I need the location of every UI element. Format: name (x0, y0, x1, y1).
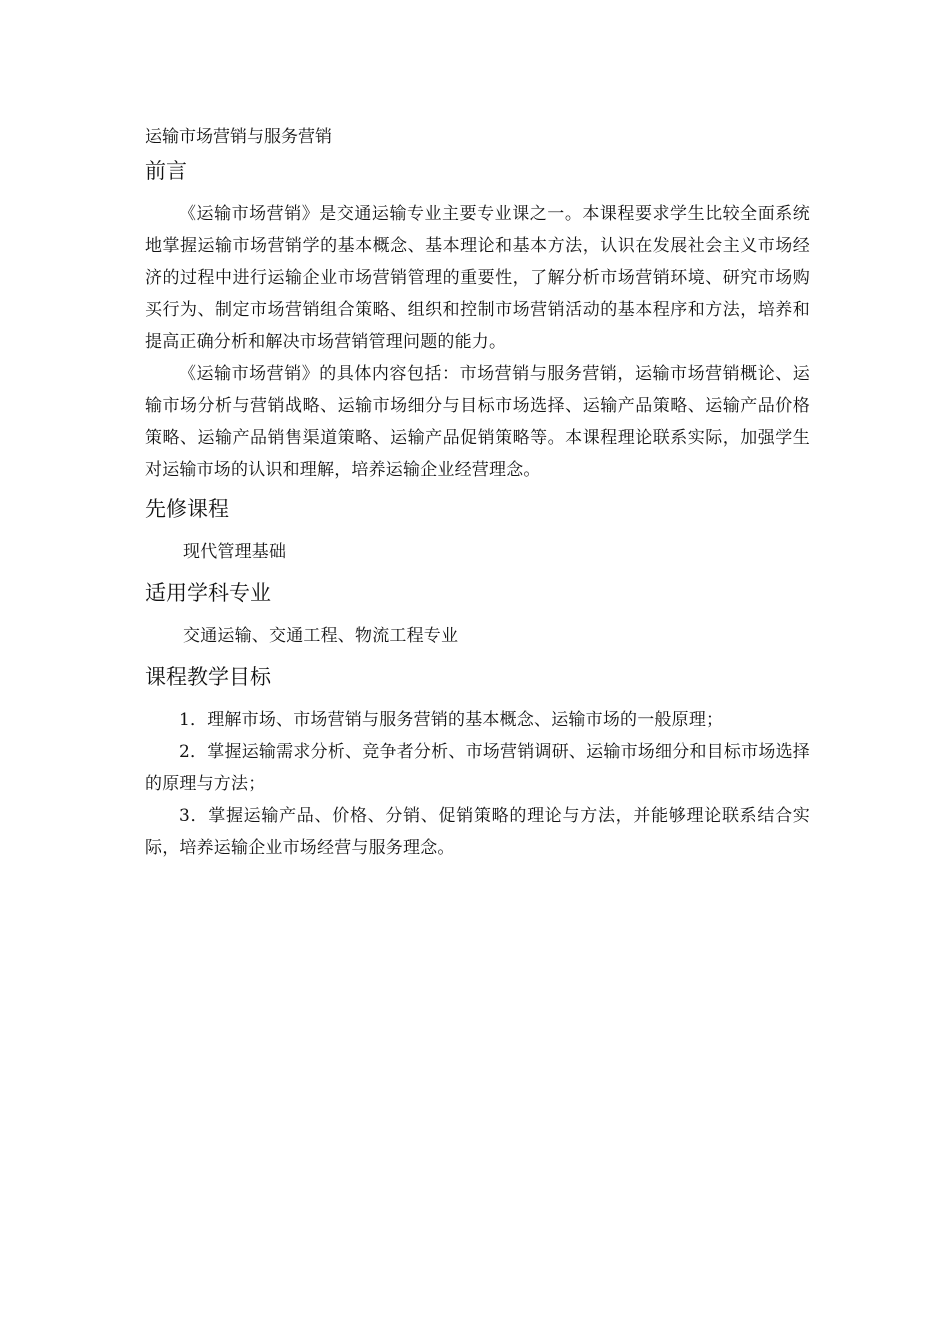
prerequisites-heading: 先修课程 (145, 497, 229, 521)
section-objectives (145, 660, 810, 864)
section-majors (145, 576, 810, 652)
objectives-list (145, 704, 810, 864)
preface-paragraph-1: 《运输市场营销》是交通运输专业主要专业课之一。本课程要求学生比较全面系统地掌握运输市场营销学的基本概念、基本理论和基本方法，认识在发展社会主义市场经济的过程中进行运输企业市场营销管理的重要性，了解分析市场营销环境、研究市场购买行为、制定市场营销组合策略、组织和控制市场营销活动的基本程序和方法，培养和提高正确分析和解决市场营销管理问题的能力。 (145, 204, 810, 352)
document-title: 运输市场营销与服务营销 (145, 127, 332, 147)
prerequisites-text: 现代管理基础 (183, 542, 287, 562)
document-page (145, 122, 810, 864)
objective-item-1: 1．理解市场、市场营销与服务营销的基本概念、运输市场的一般原理； (179, 710, 724, 730)
objective-item-2: 2．掌握运输需求分析、竞争者分析、市场营销调研、运输市场细分和目标市场选择的原理与方法； (145, 742, 810, 794)
section-preface (145, 154, 810, 486)
preface-heading: 前言 (145, 159, 187, 183)
preface-paragraph-2: 《运输市场营销》的具体内容包括：市场营销与服务营销，运输市场营销概论、运输市场分析与营销战略、运输市场细分与目标市场选择、运输产品策略、运输产品价格策略、运输产品销售渠道策略、运输产品促销策略等。本课程理论联系实际，加强学生对运输市场的认识和理解，培养运输企业经营理念。 (145, 364, 810, 480)
majors-text: 交通运输、交通工程、物流工程专业 (183, 626, 459, 646)
majors-heading: 适用学科专业 (145, 581, 271, 605)
section-prerequisites (145, 492, 810, 568)
objectives-heading: 课程教学目标 (145, 665, 271, 689)
objective-item-3: 3．掌握运输产品、价格、分销、促销策略的理论与方法，并能够理论联系结合实际，培养运输企业市场经营与服务理念。 (145, 806, 810, 858)
